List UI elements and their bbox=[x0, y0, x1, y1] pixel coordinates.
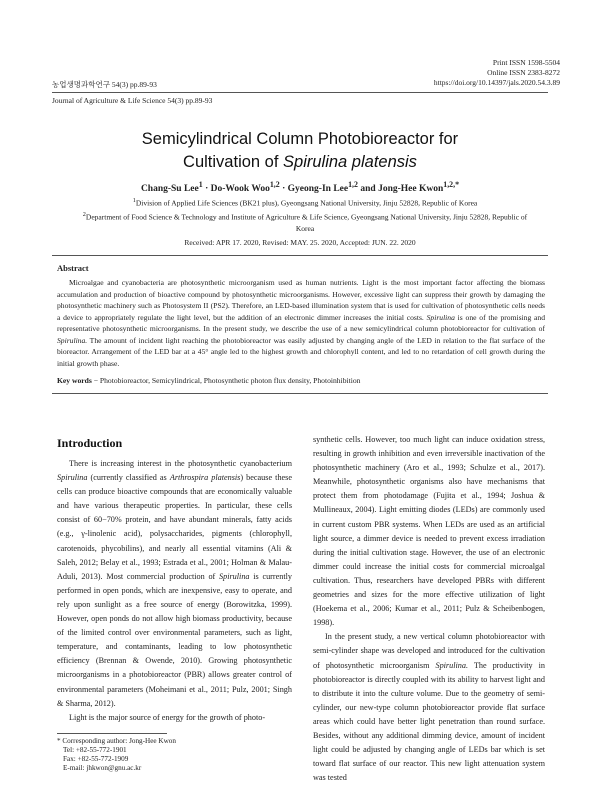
received-dates: Received: APR 17. 2020, Revised: MAY. 25. 2020, Accepted: JUN. 22. 2020 bbox=[184, 238, 416, 247]
intro-paragraph-1: There is increasing interest in the photosynthetic cyanobacterium Spirulina (currently classified as Arthrospira platensis) because these cells can produce bioactive compounds that are economically valuable and have various therapeutic properties. In particular, these cells consist of 60−70% protein, and have abundant minerals, fatty acids (e.g., γ-linolenic acid), polysaccharides, pigments (chlorophyll, carotenoids, phycobilins), and nearly all essential vitamins (Ali & Saleh, 2012; Belay et al., 1993; Estrada et al., 2001; Holman & Malau-Aduli, 2013). Most commercial production of Spirulina is currently performed in open ponds, which are inexpensive, easy to operate, and rely upon sunlight as a free source of energy (Borowitzka, 1999). However, open ponds do not allow high biomass productivity, because of the limited control over environmental parameters, such as light, temperature, and contaminants, leading to low photosynthetic efficiency (Brennan & Owende, 2010). Growing photosynthetic microorganisms in a photobioreactor (PBR) allows greater control of environmental parameters (Moheimani et al., 2011; Pulz, 2001; Singh & Sharma, 2012). bbox=[57, 459, 292, 708]
title-line-2: Cultivation of Spirulina platensis bbox=[183, 153, 417, 171]
print-issn: Print ISSN 1598-5504 bbox=[492, 58, 560, 67]
korean-journal-ref: 농업생명과학연구 54(3) pp.89-93 bbox=[52, 80, 157, 89]
keywords-label: Key words bbox=[57, 376, 92, 385]
header-rule bbox=[52, 92, 548, 93]
column-left bbox=[57, 457, 292, 725]
journal-issn-block bbox=[434, 58, 560, 88]
intro-paragraph-3: In the present study, a new vertical column photobioreactor with semi-cylinder shape was developed and introduced for the cultivation of photosynthetic microorganism Spirulina. The productivity in photobioreactor is directly coupled with its ability to harvest light and to distribute it into the culture volume. Due to the geometry of semi-cylinder, our new-type column photobioreactor provide flat surface areas which could have better light penetration than round surface. Besides, without any additional dimming device, amount of incident light could be adjusted by changing angle of LEDs bar which is set toward flat surface of our reactor. This new light attenuation system was tested bbox=[313, 632, 545, 783]
author-email[interactable]: E-mail: jhkwon@gnu.ac.kr bbox=[63, 764, 142, 772]
affiliations bbox=[75, 195, 535, 235]
introduction-heading: Introduction bbox=[57, 436, 123, 450]
intro-paragraph-2-start: Light is the major source of energy for the growth of photo- bbox=[69, 712, 266, 722]
abstract-body: Microalgae and cyanobacteria are photosynthetic microorganism used as human nutrients. Light is the most important factor affecting the biomass accumulation and production of bioactive compound by photosynthetic microorganisms. However, excessive light can suppress their growth by damaging the photosynthetic machinery such as Photosystem II (PS2). Therefore, an LED-based illumination system that is used for cultivation of photosynthetic cells needs a device to appropriately regulate the light level, but the addition of an electronic dimmer increases the initial costs. Spirulina is one of the promising and representative photosynthetic microorganisms. In the present study, we describe the use of a new semicylindrical column photobioreactor for cultivation of Spirulina. The amount of incident light reaching the photobioreactor was easily adjusted by changing angle of the LED in relation to the flat surface of the bioreactor. Arrangement of the LED bar at a 45° angle led to the highest growth and chlorophyll content, and led to no retardation of cell growth during the initial growth phase. bbox=[57, 278, 545, 368]
footnote-rule bbox=[57, 733, 167, 734]
affiliation-2: $^2$Department of Food Science & Technology and Institute of Agriculture & Life Science, Gyeongsang National University, Jinju 52828, Republic of Korea bbox=[82, 211, 528, 233]
abstract-top-rule bbox=[52, 255, 548, 256]
abstract-bottom-rule bbox=[52, 393, 548, 394]
keywords-text: − Photobioreactor, Semicylindrical, Photosynthetic photon flux density, Photoinhibition bbox=[91, 376, 361, 385]
title-line-1: Semicylindrical Column Photobioreactor for bbox=[141, 130, 459, 148]
online-issn: Online ISSN 2383-8272 bbox=[487, 68, 560, 77]
affiliation-1: $^1$Division of Applied Life Sciences (BK21 plus), Gyeongsang National University, Jinju 52828, Republic of Korea bbox=[132, 197, 478, 208]
intro-paragraph-2-cont: synthetic cells. However, too much light can induce oxidation stress, resulting in growth inhibition and even irreversible inactivation of the photosynthetic machinery (Aro et al., 1993; Schulze et al., 2017). Meanwhile, photosynthetic organisms also have mechanisms that protect them from photodamage (Fujita et al., 1994; Joshua & Mullineaux, 2004). Light emitting diodes (LEDs) are commonly used in current custom PBR systems. When LEDs are used as an artificial light source, a dimmer device is needed to prevent excess irradiation during the initial cultivation stage. However, the use of an electronic dimmer could increase the initial costs for commercial microalgal cultivation. Thus, researchers have developed PBRs with different geometries and sizes for the more effective utilization of light (Hoekema et al., 2006; Kumar et al., 2011; Pulz & Scheibenbogen, 1998). bbox=[313, 435, 545, 628]
corresponding-author-footnote: * Corresponding author: Jong-Hee Kwon Tel: +82-55-772-1901 Fax: +82-55-772-1909 E-mail: jhkwon@gnu.ac.kr bbox=[57, 737, 176, 772]
author-list: Chang-Su Lee$^1$ · Do-Wook Woo$^{1,2}$ · Gyeong-In Lee$^{1,2}$ and Jong-Hee Kwon$^{1,2,*}$ bbox=[140, 180, 460, 195]
doi-link[interactable]: https://doi.org/10.14397/jals.2020.54.3.89 bbox=[433, 78, 560, 87]
column-right bbox=[313, 433, 545, 785]
paper-title bbox=[0, 128, 600, 174]
journal-ref: Journal of Agriculture & Life Science 54(3) pp.89-93 bbox=[52, 96, 213, 105]
abstract-heading: Abstract bbox=[57, 263, 89, 273]
keywords bbox=[57, 375, 545, 386]
